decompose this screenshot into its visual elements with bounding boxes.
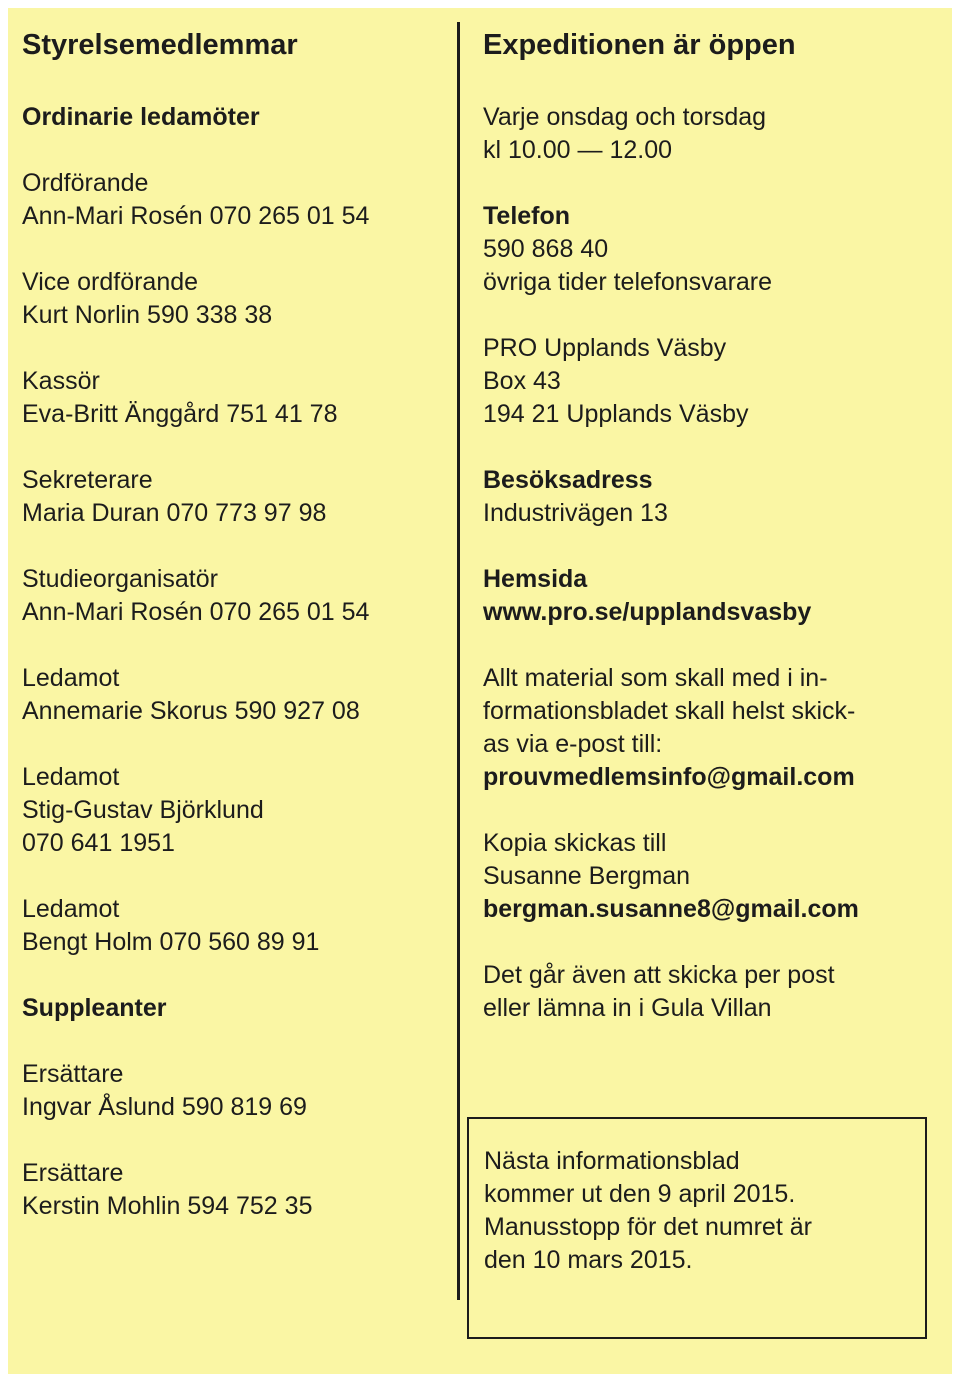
member-role: Vice ordförande [22, 267, 199, 296]
member-contact: Bengt Holm 070 560 89 91 [22, 927, 320, 956]
member-entry [22, 563, 447, 629]
board-members-column [22, 28, 447, 1256]
copy-email-link[interactable]: bergman.susanne8@gmail.com [483, 894, 859, 923]
member-entry [22, 761, 447, 860]
post-delivery-note [483, 959, 933, 1025]
website-section [483, 563, 933, 629]
address-line: 194 21 Upplands Väsby [483, 399, 749, 428]
column-divider [457, 22, 460, 1300]
visit-address: Industrivägen 13 [483, 498, 668, 527]
phone-number: 590 868 40 [483, 234, 609, 263]
substitutes-heading: Suppleanter [22, 993, 167, 1022]
post-text: eller lämna in i Gula Villan [483, 993, 772, 1022]
member-contact: Kurt Norlin 590 338 38 [22, 300, 273, 329]
member-role: Ledamot [22, 894, 120, 923]
material-text: as via e-post till: [483, 729, 663, 758]
phone-section [483, 200, 933, 299]
member-entry [22, 662, 447, 728]
next-issue-text: kommer ut den 9 april 2015. [484, 1180, 796, 1208]
next-issue-box [467, 1117, 927, 1339]
copy-recipient [483, 827, 933, 926]
member-name: Stig-Gustav Björklund [22, 795, 264, 824]
opening-hours [483, 101, 933, 167]
material-text: formationsbladet skall helst skick- [483, 696, 856, 725]
member-role: Ledamot [22, 663, 120, 692]
copy-text: Kopia skickas till [483, 828, 667, 857]
office-info-column [483, 28, 933, 1058]
hours-days: Varje onsdag och torsdag [483, 102, 767, 131]
substitute-entry [22, 1157, 447, 1223]
substitute-entry [22, 1058, 447, 1124]
website-link[interactable]: www.pro.se/upplandsvasby [483, 597, 812, 626]
phone-note: övriga tider telefonsvarare [483, 267, 773, 296]
post-text: Det går även att skicka per post [483, 960, 835, 989]
material-email-link[interactable]: prouvmedlemsinfo@gmail.com [483, 762, 855, 791]
member-contact: Ann-Mari Rosén 070 265 01 54 [22, 597, 370, 626]
hours-time: kl 10.00 — 12.00 [483, 135, 673, 164]
next-issue-text: Nästa informationsblad [484, 1147, 740, 1175]
member-role: Sekreterare [22, 465, 153, 494]
substitute-contact: Ingvar Åslund 590 819 69 [22, 1092, 307, 1121]
member-entry [22, 167, 447, 233]
member-role: Kassör [22, 366, 100, 395]
phone-label: Telefon [483, 201, 571, 230]
member-phone: 070 641 1951 [22, 828, 175, 857]
member-entry [22, 893, 447, 959]
member-role: Ordförande [22, 168, 149, 197]
substitute-role: Ersättare [22, 1059, 124, 1088]
member-contact: Maria Duran 070 773 97 98 [22, 498, 327, 527]
substitute-role: Ersättare [22, 1158, 124, 1187]
member-contact: Eva-Britt Änggård 751 41 78 [22, 399, 338, 428]
ordinary-members-heading: Ordinarie ledamöter [22, 102, 260, 131]
visit-address-section [483, 464, 933, 530]
postal-address [483, 332, 933, 431]
board-title: Styrelsemedlemmar [22, 29, 298, 61]
substitute-contact: Kerstin Mohlin 594 752 35 [22, 1191, 313, 1220]
member-role: Studieorganisatör [22, 564, 218, 593]
next-issue-text: Manusstopp för det numret är [484, 1213, 812, 1241]
member-entry [22, 266, 447, 332]
material-submission [483, 662, 933, 794]
member-contact: Ann-Mari Rosén 070 265 01 54 [22, 201, 370, 230]
visit-address-label: Besöksadress [483, 465, 653, 494]
member-entry [22, 365, 447, 431]
office-hours-title: Expeditionen är öppen [483, 29, 796, 61]
website-label: Hemsida [483, 564, 588, 593]
address-line: Box 43 [483, 366, 561, 395]
member-entry [22, 464, 447, 530]
copy-name: Susanne Bergman [483, 861, 691, 890]
address-line: PRO Upplands Väsby [483, 333, 727, 362]
material-text: Allt material som skall med i in- [483, 663, 828, 692]
member-contact: Annemarie Skorus 590 927 08 [22, 696, 360, 725]
member-role: Ledamot [22, 762, 120, 791]
next-issue-text: den 10 mars 2015. [484, 1246, 693, 1274]
